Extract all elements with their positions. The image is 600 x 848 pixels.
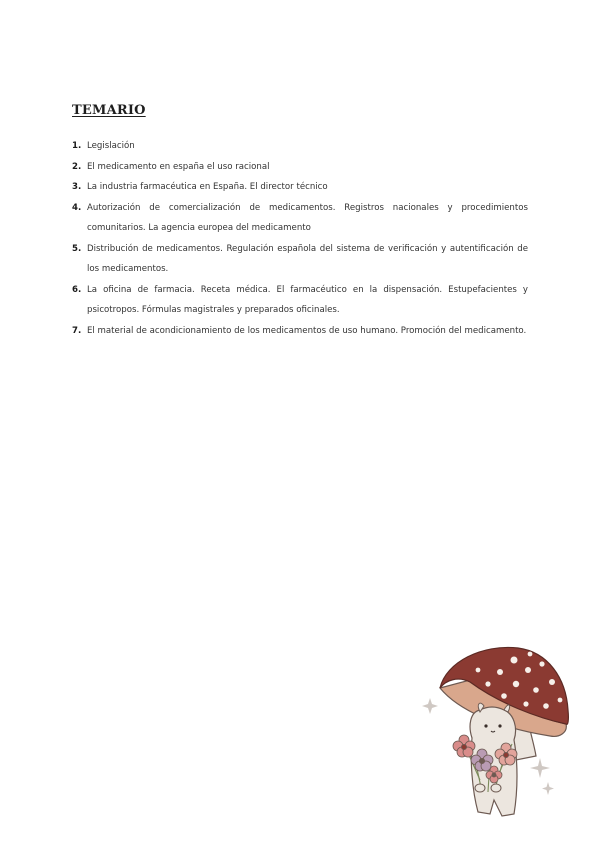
list-item	[72, 198, 528, 239]
list-item	[72, 157, 528, 178]
item-text: El medicamento en españa el uso racional	[87, 161, 270, 172]
syllabus-list	[72, 136, 528, 341]
item-number: 5.	[72, 243, 82, 254]
mushroom-creature-with-flowers-illustration	[418, 640, 583, 825]
item-number: 6.	[72, 284, 82, 295]
item-text: La oficina de farmacia. Receta médica. El farmacéutico en la dispensación. Estupefacientes y psicotropos. Fórmulas magistrales y preparados oficinales.	[87, 284, 528, 315]
item-number: 7.	[72, 325, 82, 336]
list-item	[72, 280, 528, 321]
item-text: La industria farmacéutica en España. El director técnico	[87, 182, 328, 192]
item-number: 2.	[72, 161, 82, 172]
item-number: 4.	[72, 202, 82, 213]
page-title: TEMARIO	[72, 103, 146, 118]
item-text: Autorización de comercialización de medicamentos. Registros nacionales y procedimientos comunitarios. La agencia europea del medicamento	[87, 202, 528, 233]
list-item	[72, 321, 528, 342]
item-number: 3.	[72, 182, 82, 192]
item-number: 1.	[72, 141, 82, 151]
list-item	[72, 136, 528, 157]
list-item	[72, 177, 528, 198]
item-text: Legislación	[87, 141, 135, 151]
item-text: Distribución de medicamentos. Regulación española del sistema de verificación y autentificación de los medicamentos.	[87, 243, 528, 274]
item-text: El material de acondicionamiento de los medicamentos de uso humano. Promoción del medicamento.	[87, 325, 527, 336]
list-item	[72, 239, 528, 280]
